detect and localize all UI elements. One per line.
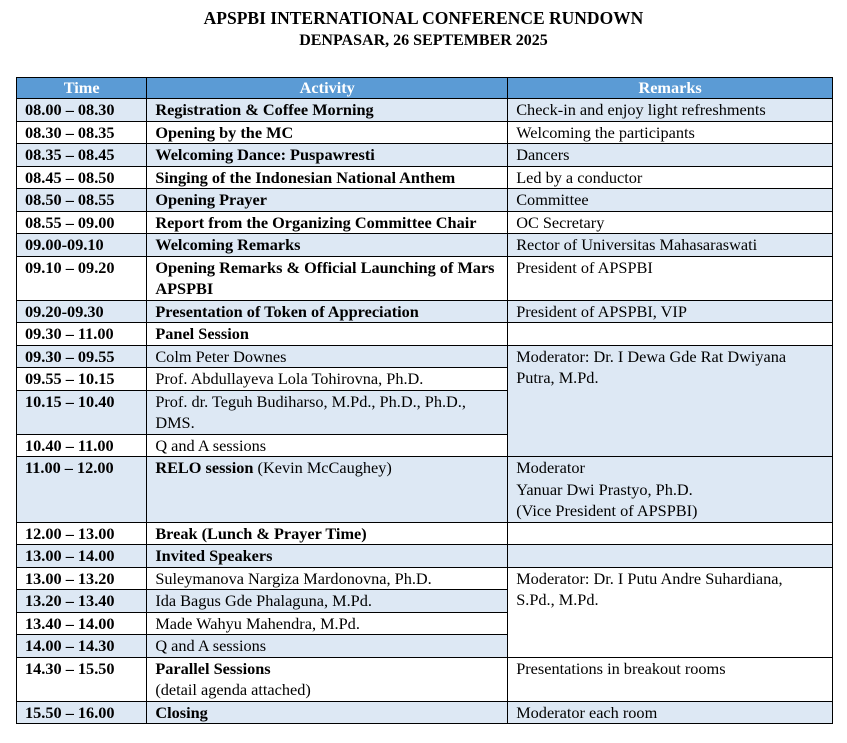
table-row xyxy=(17,701,833,724)
activity-cell: Suleymanova Nargiza Mardonovna, Ph.D. xyxy=(147,567,508,590)
activity-cell: Q and A sessions xyxy=(147,635,508,658)
table-row xyxy=(17,323,833,346)
page-title: APSPBI INTERNATIONAL CONFERENCE RUNDOWN xyxy=(203,8,644,28)
remarks-cell: Moderator: Dr. I Putu Andre Suhardiana, S.Pd., M.Pd. xyxy=(508,567,833,657)
activity-title: Parallel Sessions xyxy=(155,658,271,678)
activity-cell: Welcoming Remarks xyxy=(147,234,508,257)
time-cell: 14.00 – 14.30 xyxy=(17,635,147,658)
remarks-cell: President of APSPBI xyxy=(508,256,833,300)
time-cell: 09.55 – 10.15 xyxy=(17,368,147,391)
time-cell: 08.45 – 08.50 xyxy=(17,166,147,189)
remarks-cell: Committee xyxy=(508,189,833,212)
table-row xyxy=(17,522,833,545)
activity-cell: Panel Session xyxy=(147,323,508,346)
activity-note: (detail agenda attached) xyxy=(155,680,311,699)
remarks-line: Moderator xyxy=(516,458,585,477)
time-cell: 08.55 – 09.00 xyxy=(17,211,147,234)
time-cell: 13.00 – 13.20 xyxy=(17,567,147,590)
table-row xyxy=(17,567,833,590)
activity-cell: Prof. Abdullayeva Lola Tohirovna, Ph.D. xyxy=(147,368,508,391)
table-row xyxy=(17,345,833,368)
remarks-cell xyxy=(508,522,833,545)
activity-cell: Presentation of Token of Appreciation xyxy=(147,300,508,323)
remarks-cell xyxy=(508,323,833,346)
activity-cell: Report from the Organizing Committee Chair xyxy=(147,211,508,234)
remarks-line: Yanuar Dwi Prastyo, Ph.D. xyxy=(516,479,693,499)
remarks-cell xyxy=(508,457,833,523)
remarks-cell: Rector of Universitas Mahasaraswati xyxy=(508,234,833,257)
remarks-cell: Presentations in breakout rooms xyxy=(508,657,833,701)
time-cell: 08.30 – 08.35 xyxy=(17,121,147,144)
time-cell: 08.00 – 08.30 xyxy=(17,99,147,122)
time-cell: 10.40 – 11.00 xyxy=(17,434,147,457)
activity-cell: Q and A sessions xyxy=(147,434,508,457)
activity-cell xyxy=(147,457,508,523)
time-cell: 13.20 – 13.40 xyxy=(17,590,147,613)
remarks-cell: Check-in and enjoy light refreshments xyxy=(508,99,833,122)
table-row xyxy=(17,545,833,568)
time-cell: 09.20-09.30 xyxy=(17,300,147,323)
column-header-time: Time xyxy=(17,78,147,99)
time-cell: 09.00-09.10 xyxy=(17,234,147,257)
remarks-cell xyxy=(508,545,833,568)
activity-cell: Ida Bagus Gde Phalaguna, M.Pd. xyxy=(147,590,508,613)
table-row xyxy=(17,300,833,323)
activity-cell: Colm Peter Downes xyxy=(147,345,508,368)
table-row xyxy=(17,121,833,144)
remarks-cell: Welcoming the participants xyxy=(508,121,833,144)
column-header-activity: Activity xyxy=(147,78,508,99)
time-cell: 10.15 – 10.40 xyxy=(17,390,147,434)
activity-cell: Prof. dr. Teguh Budiharso, M.Pd., Ph.D., Ph.D., DMS. xyxy=(147,390,508,434)
table-row xyxy=(17,99,833,122)
time-cell: 14.30 – 15.50 xyxy=(17,657,147,701)
time-cell: 08.35 – 08.45 xyxy=(17,144,147,167)
activity-cell: Welcoming Dance: Puspawresti xyxy=(147,144,508,167)
activity-note: (Kevin McCaughey) xyxy=(253,458,392,477)
page-subtitle: DENPASAR, 26 SEPTEMBER 2025 xyxy=(299,32,548,49)
activity-cell: Closing xyxy=(147,701,508,724)
activity-cell: Break (Lunch & Prayer Time) xyxy=(147,522,508,545)
remarks-cell: Led by a conductor xyxy=(508,166,833,189)
table-row xyxy=(17,657,833,701)
activity-cell: Opening Remarks & Official Launching of Mars APSPBI xyxy=(147,256,508,300)
table-row xyxy=(17,166,833,189)
activity-cell: Invited Speakers xyxy=(147,545,508,568)
time-cell: 09.30 – 11.00 xyxy=(17,323,147,346)
activity-cell: Opening Prayer xyxy=(147,189,508,212)
table-row xyxy=(17,457,833,523)
remarks-cell: Moderator: Dr. I Dewa Gde Rat Dwiyana Putra, M.Pd. xyxy=(508,345,833,457)
remarks-cell: President of APSPBI, VIP xyxy=(508,300,833,323)
time-cell: 13.00 – 14.00 xyxy=(17,545,147,568)
column-header-remarks: Remarks xyxy=(508,78,833,99)
table-row xyxy=(17,256,833,300)
time-cell: 09.10 – 09.20 xyxy=(17,256,147,300)
time-cell: 15.50 – 16.00 xyxy=(17,701,147,724)
time-cell: 11.00 – 12.00 xyxy=(17,457,147,523)
table-row xyxy=(17,211,833,234)
time-cell: 12.00 – 13.00 xyxy=(17,522,147,545)
activity-cell: Singing of the Indonesian National Anthem xyxy=(147,166,508,189)
activity-cell: Registration & Coffee Morning xyxy=(147,99,508,122)
table-header-row xyxy=(17,78,833,99)
activity-cell: Made Wahyu Mahendra, M.Pd. xyxy=(147,612,508,635)
remarks-cell: Moderator each room xyxy=(508,701,833,724)
remarks-cell: OC Secretary xyxy=(508,211,833,234)
time-cell: 09.30 – 09.55 xyxy=(17,345,147,368)
remarks-cell: Dancers xyxy=(508,144,833,167)
activity-cell: Opening by the MC xyxy=(147,121,508,144)
table-row xyxy=(17,189,833,212)
time-cell: 13.40 – 14.00 xyxy=(17,612,147,635)
activity-title: RELO session xyxy=(155,458,254,477)
time-cell: 08.50 – 08.55 xyxy=(17,189,147,212)
table-row xyxy=(17,234,833,257)
activity-cell xyxy=(147,657,508,701)
table-row xyxy=(17,144,833,167)
remarks-line: (Vice President of APSPBI) xyxy=(516,501,698,520)
rundown-table xyxy=(16,77,833,724)
